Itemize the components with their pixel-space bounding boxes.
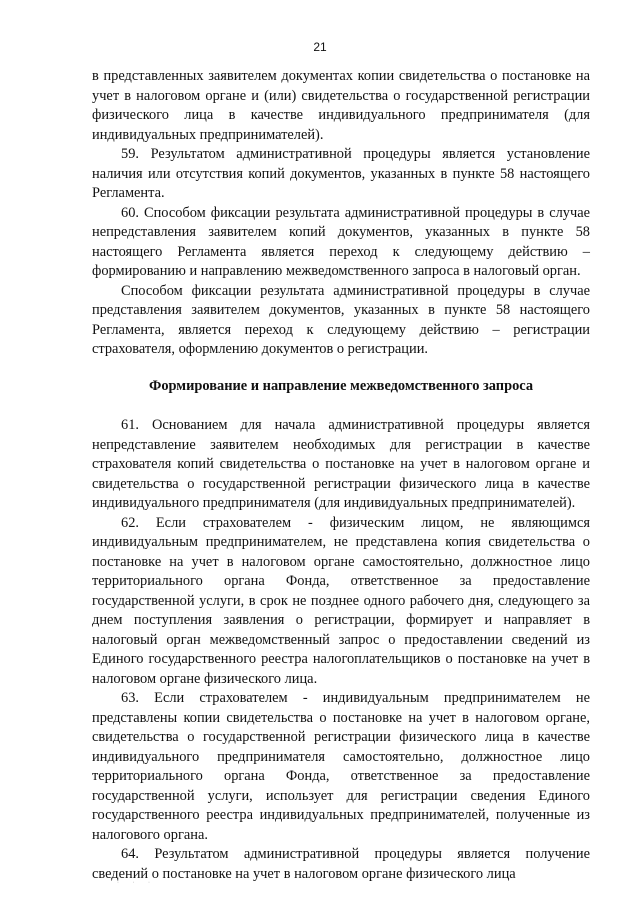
section-heading: Формирование и направление межведомственного запроса — [148, 377, 534, 394]
paragraph-61: 61. Основанием для начала административной процедуры является непредставление заявителем необходимых для регистрации в качестве страхователя копий свидетельства о постановке на учет в налоговом органе и свидетельства о государственной регистрации физического лица в качестве индивидуального предпринимателя (для индивидуальных предпринимателей). — [92, 417, 590, 511]
paragraph-63: 63. Если страхователем - индивидуальным предпринимателем не представлены копии свидетельства о постановке на учет в налоговом органе, свидетельства о государственной регистрации физического лица в качестве индивидуального предпринимателя самостоятельно, должностное лицо территориального органа Фонда, ответственное за предоставление государственной услуги, использует для регистрации сведения Единого государственного реестра индивидуальных предпринимателей, полученные из налогового органа. — [92, 690, 590, 843]
paragraph-60-continued: Способом фиксации результата административной процедуры в случае представления заявителем документов, указанных в пункте 58 настоящего Регламента, является переход к следующему действию – регистрации страхователя, оформлению документов о регистрации. — [92, 282, 590, 357]
paragraph-64: 64. Результатом административной процедуры является получение сведений о постановке на учет в налоговом органе физического лица — [92, 846, 590, 882]
scan-specks: · · · — [117, 880, 156, 886]
paragraph-60: 60. Способом фиксации результата административной процедуры в случае непредставления заявителем копий документов, указанных в пункте 58 настоящего Регламента является переход к следующему действию – формированию и направлению межведомственного запроса в налоговый орган. — [92, 204, 590, 279]
page-body — [92, 67, 590, 884]
paragraph-62: 62. Если страхователем - физическим лицом, не являющимся индивидуальным предпринимателем, не представлена копия свидетельства о постановке на учет в налоговом органе самостоятельно, должностное лицо территориального органа Фонда, ответственное за предоставление государственной услуги, в срок не позднее одного рабочего дня, следующего за днем поступления заявления о регистрации, формирует и направляет в налоговый орган межведомственный запрос о предоставлении сведений из Единого государственного реестра налогоплательщиков о постановке на учет в налоговом органе физического лица. — [92, 514, 590, 687]
paragraph-59: 59. Результатом административной процедуры является установление наличия или отсутствия копий документов, указанных в пункте 58 настоящего Регламента. — [92, 146, 590, 201]
paragraph-continuation: в представленных заявителем документах копии свидетельства о постановке на учет в налоговом органе и (или) свидетельства о государственной регистрации физического лица в качестве индивидуального предпринимателя (для индивидуальных предпринимателей). — [92, 68, 590, 143]
page-number: 21 — [313, 40, 327, 54]
